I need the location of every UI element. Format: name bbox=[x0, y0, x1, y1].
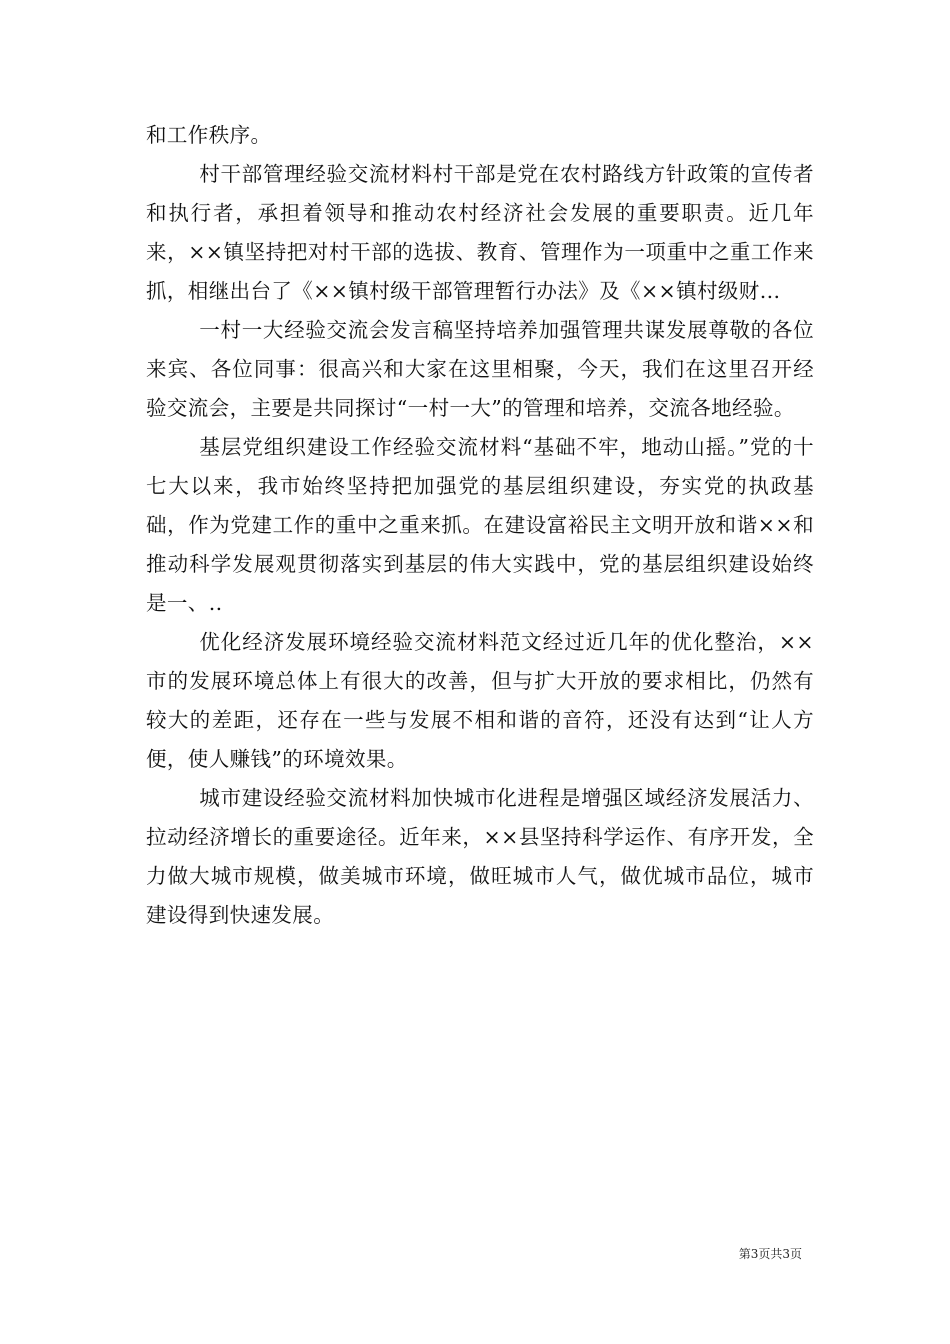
paragraph-village-cadre-management: 村干部管理经验交流材料村干部是党在农村路线方针政策的宣传者和执行者，承担着领导和推动农村经济社会发展的重要职责。近几年来，××镇坚持把对村干部的选拔、教育、管理作为一项重中之重工作来抓，相继出台了《××镇村级干部管理暂行办法》及《××镇村级财... bbox=[146, 162, 814, 303]
paragraph-one-village-one-college: 一村一大经验交流会发言稿坚持培养加强管理共谋发展尊敬的各位来宾、各位同事：很高兴和大家在这里相聚，今天，我们在这里召开经验交流会，主要是共同探讨“一村一大”的管理和培养，交流各地经验。 bbox=[146, 318, 814, 420]
paragraph-grassroots-party-building: 基层党组织建设工作经验交流材料“基础不牢，地动山摇。”党的十七大以来，我市始终坚持把加强党的基层组织建设，夯实党的执政基础，作为党建工作的重中之重来抓。在建设富裕民主文明开放和谐××和推动科学发展观贯彻落实到基层的伟大实践中，党的基层组织建设始终是一、.. bbox=[146, 435, 814, 615]
page-number-footer: 第3页共3页 bbox=[738, 1247, 802, 1261]
paragraph-continuation: 和工作秩序。 bbox=[146, 123, 272, 147]
paragraph-economic-environment: 优化经济发展环境经验交流材料范文经过近几年的优化整治，××市的发展环境总体上有很大的改善，但与扩大开放的要求相比，仍然有较大的差距，还存在一些与发展不相和谐的音符，还没有达到“让人方便，使人赚钱”的环境效果。 bbox=[146, 630, 814, 771]
paragraph-urban-construction: 城市建设经验交流材料加快城市化进程是增强区域经济发展活力、拉动经济增长的重要途径。近年来，××县坚持科学运作、有序开发，全力做大城市规模，做美城市环境，做旺城市人气，做优城市品位，城市建设得到快速发展。 bbox=[146, 786, 814, 927]
document-body bbox=[146, 116, 814, 935]
